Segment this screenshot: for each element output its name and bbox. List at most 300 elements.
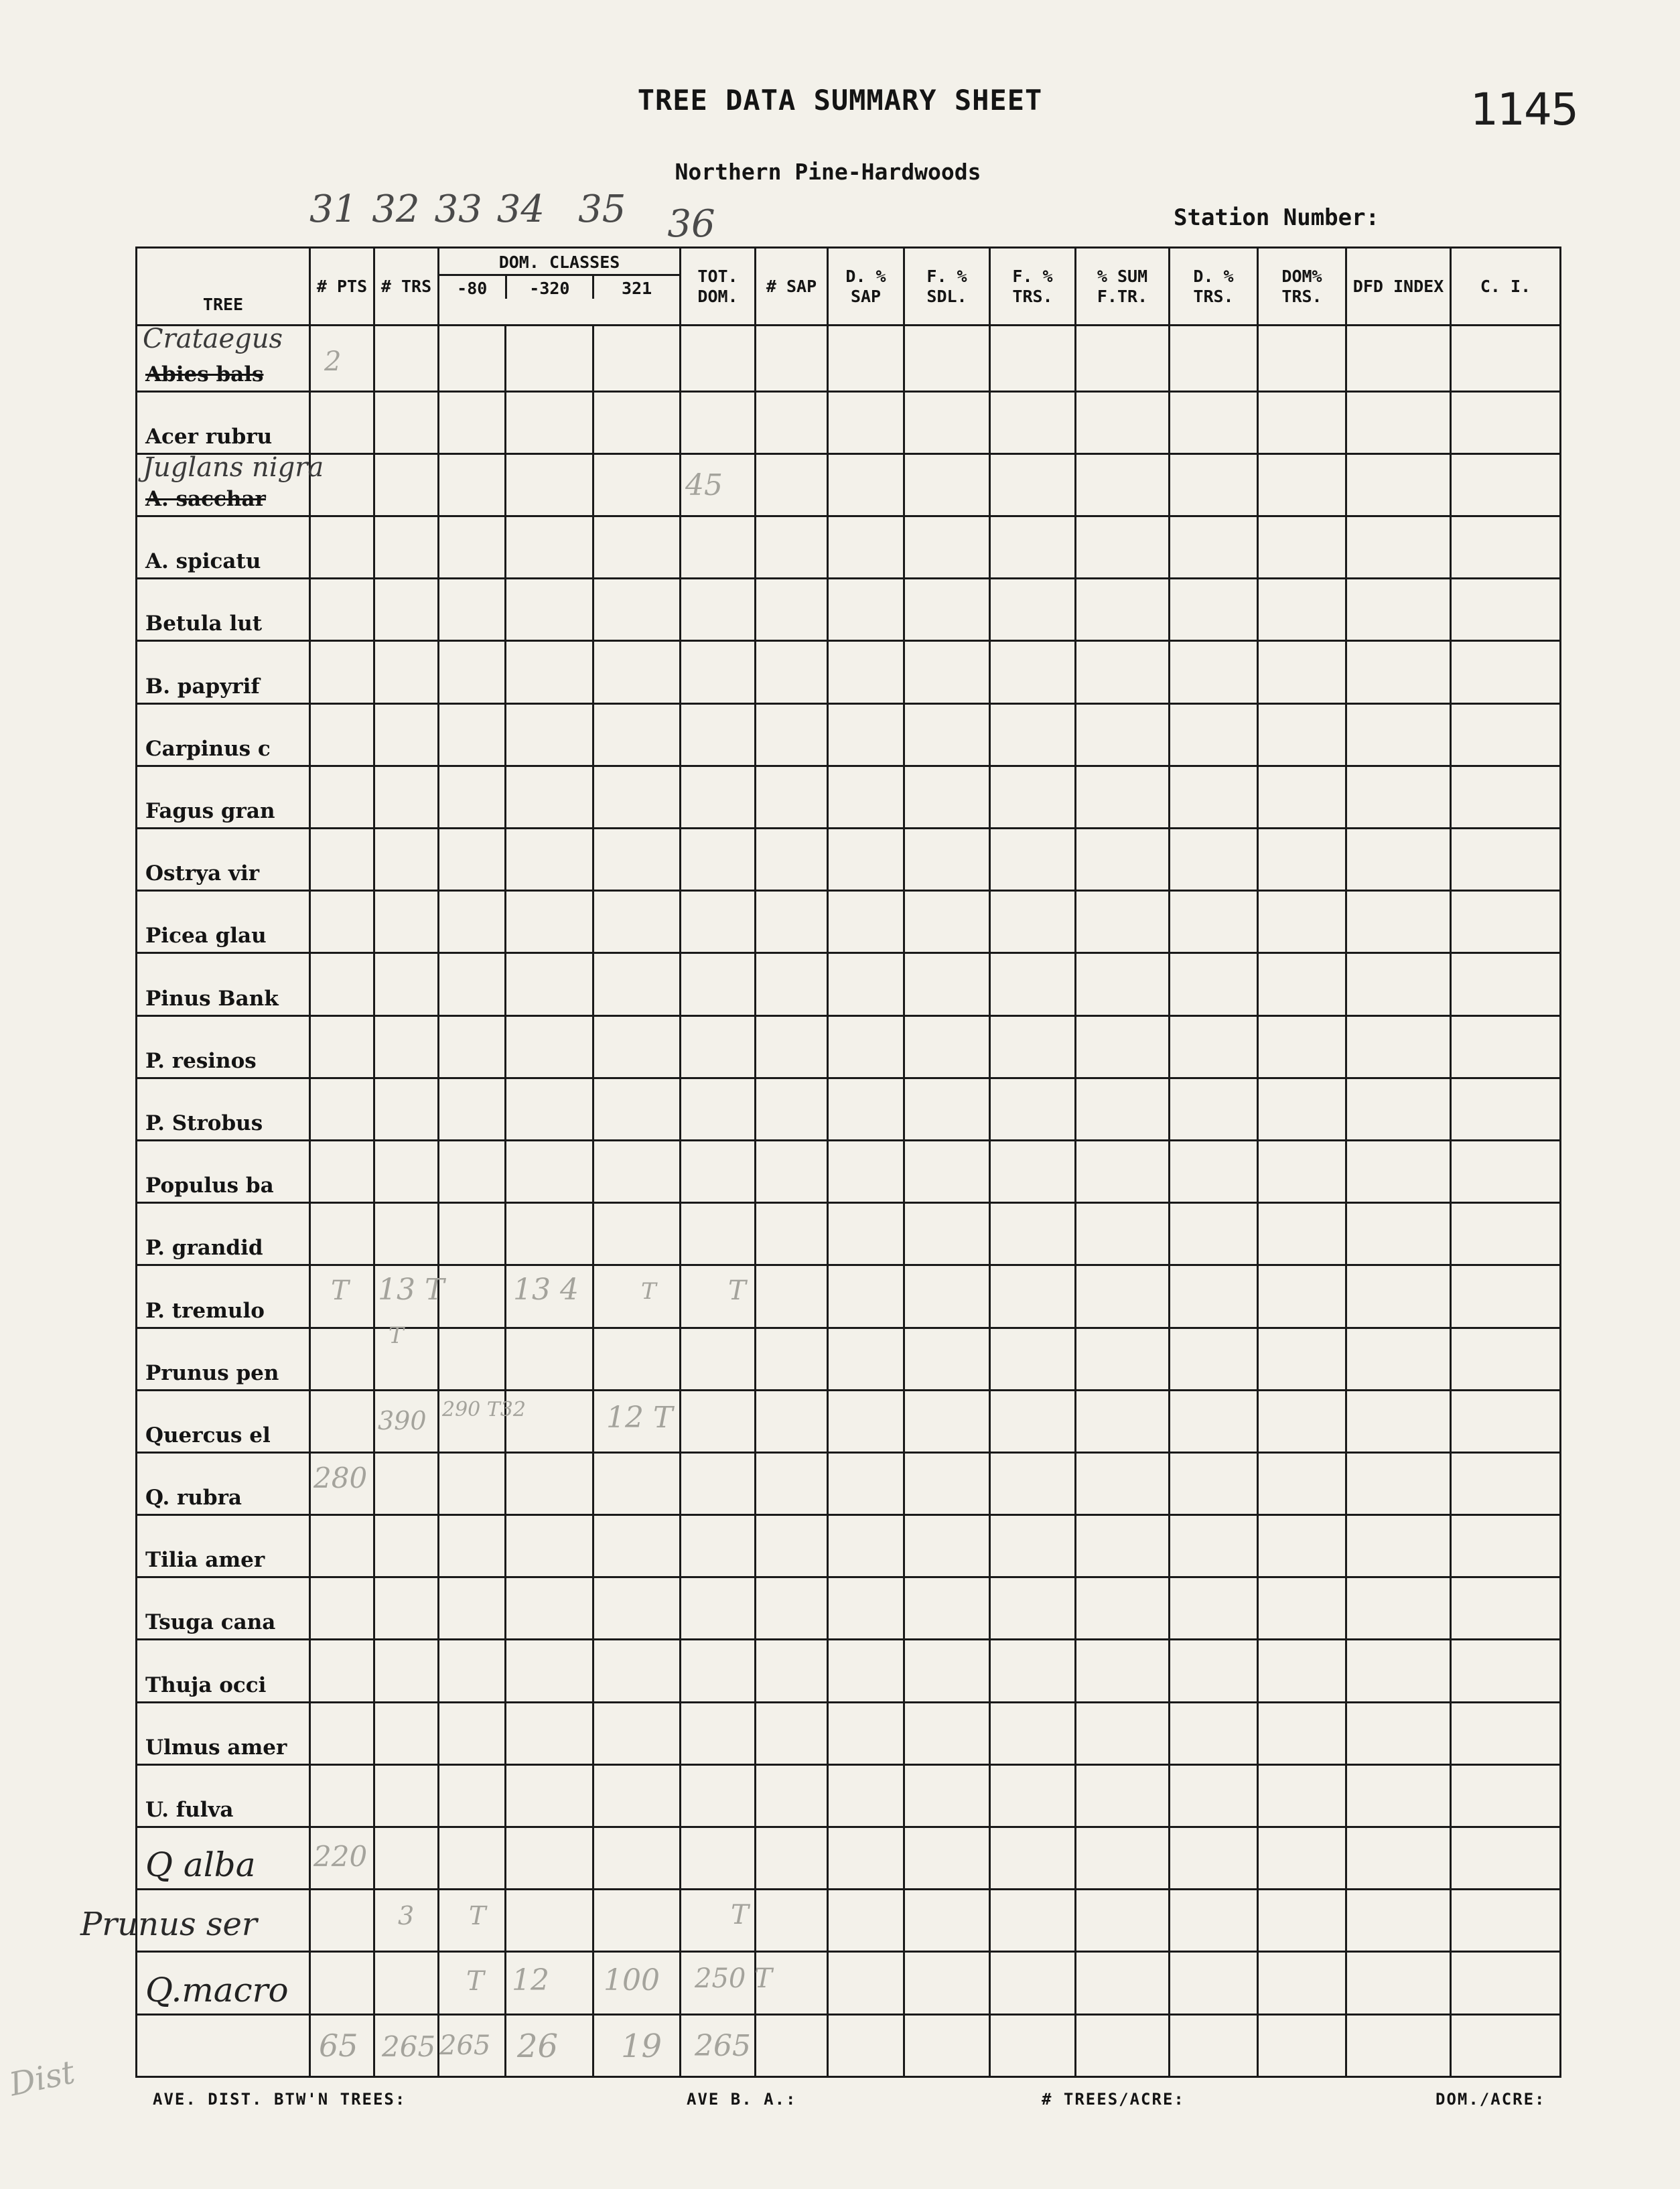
data-cell	[1258, 641, 1346, 703]
data-cell	[828, 579, 904, 641]
data-cell	[374, 953, 439, 1015]
data-cell	[990, 1764, 1076, 1827]
data-cell	[374, 326, 439, 391]
data-cell	[593, 953, 681, 1015]
data-cell	[439, 1203, 506, 1265]
data-cell	[756, 1515, 828, 1577]
data-cell	[904, 326, 990, 391]
table-row	[137, 453, 1561, 516]
data-cell	[310, 1078, 374, 1140]
data-cell	[904, 1328, 990, 1390]
data-cell	[593, 2014, 681, 2076]
printed-species: Betula lut	[145, 612, 263, 636]
data-cell	[310, 1764, 374, 1827]
table-row	[137, 391, 1561, 453]
data-cell	[756, 1452, 828, 1514]
station-num: 35	[578, 188, 626, 231]
pencil-mark: 220	[313, 1840, 368, 1874]
data-cell	[904, 1515, 990, 1577]
data-cell	[593, 1452, 681, 1514]
data-cell	[1170, 1952, 1258, 2014]
data-cell	[593, 829, 681, 891]
data-cell	[593, 703, 681, 766]
data-cell	[1258, 1827, 1346, 1890]
data-cell	[904, 579, 990, 641]
data-cell	[756, 516, 828, 579]
data-cell	[990, 891, 1076, 953]
data-cell	[506, 703, 593, 766]
data-cell	[1346, 1015, 1451, 1078]
station-num: 34	[496, 188, 545, 231]
dom-classes-label: DOM. CLASSES	[439, 249, 679, 276]
data-cell	[904, 1390, 990, 1452]
data-cell	[990, 516, 1076, 579]
table-row	[137, 516, 1561, 579]
data-cell	[681, 391, 756, 453]
data-cell	[904, 829, 990, 891]
data-cell	[310, 1952, 374, 2014]
data-cell	[828, 1515, 904, 1577]
data-cell	[904, 1203, 990, 1265]
data-cell	[1258, 1952, 1346, 2014]
data-cell	[1346, 326, 1451, 391]
data-cell	[310, 891, 374, 953]
data-cell	[1076, 2014, 1170, 2076]
data-cell	[1346, 1640, 1451, 1702]
printed-species: Q. rubra	[145, 1486, 242, 1510]
data-cell	[506, 891, 593, 953]
table-row	[137, 1203, 1561, 1265]
row-label-cell	[137, 1640, 310, 1702]
data-cell	[1076, 829, 1170, 891]
data-cell	[374, 1265, 445, 1328]
data-cell	[1451, 579, 1561, 641]
data-cell	[1170, 1328, 1258, 1390]
data-cell	[756, 326, 828, 391]
row-label-cell	[137, 1328, 310, 1390]
data-cell	[681, 891, 756, 953]
station-number-label: Station Number:	[1174, 204, 1380, 231]
row-label-cell	[137, 891, 310, 953]
data-cell	[1170, 891, 1258, 953]
table-row	[137, 891, 1561, 953]
data-cell	[439, 1015, 506, 1078]
data-cell	[1258, 1577, 1346, 1640]
row-label-cell	[137, 1140, 310, 1202]
data-cell	[1451, 391, 1561, 453]
data-cell	[1451, 326, 1561, 391]
row-label-cell	[137, 766, 310, 828]
data-cell	[506, 953, 593, 1015]
data-cell	[1451, 703, 1561, 766]
data-cell	[756, 1702, 828, 1764]
data-cell	[1451, 1577, 1561, 1640]
data-cell	[904, 1640, 990, 1702]
col-sum-ftr: % SUM F.TR.	[1076, 248, 1170, 326]
data-cell	[828, 326, 904, 391]
data-cell	[990, 1890, 1076, 1952]
data-cell	[904, 766, 990, 828]
printed-species: P. Strobus	[145, 1111, 263, 1135]
data-cell	[828, 1890, 904, 1952]
data-cell	[756, 1265, 828, 1328]
data-cell	[1258, 1140, 1346, 1202]
data-cell	[1170, 703, 1258, 766]
data-cell	[310, 1890, 374, 1952]
data-cell	[439, 1452, 506, 1514]
data-cell	[374, 1640, 439, 1702]
data-cell	[681, 1952, 772, 2014]
data-cell	[593, 891, 681, 953]
data-cell	[681, 641, 756, 703]
data-cell	[1170, 1265, 1258, 1328]
row-label-cell	[137, 829, 310, 891]
col-tree: TREE	[137, 248, 310, 326]
data-cell	[756, 1015, 828, 1078]
data-cell	[1451, 953, 1561, 1015]
printed-species: P. resinos	[145, 1048, 257, 1073]
data-cell	[506, 516, 593, 579]
data-cell	[593, 641, 681, 703]
data-cell	[1258, 453, 1346, 516]
data-cell	[310, 1640, 374, 1702]
data-cell	[1076, 1577, 1170, 1640]
data-cell	[1451, 1890, 1561, 1952]
data-cell	[828, 1078, 904, 1140]
data-cell	[1076, 516, 1170, 579]
data-cell	[1170, 2014, 1258, 2076]
station-num: 31	[309, 188, 358, 231]
printed-species: U. fulva	[145, 1798, 234, 1823]
data-cell	[1258, 891, 1346, 953]
col-tot-dom: TOT. DOM.	[681, 248, 756, 326]
data-cell	[506, 766, 593, 828]
data-cell	[439, 326, 506, 391]
data-cell	[374, 1078, 439, 1140]
data-cell	[439, 891, 506, 953]
data-cell	[506, 2014, 593, 2076]
data-cell	[990, 1015, 1076, 1078]
printed-species: Ulmus amer	[145, 1735, 287, 1760]
data-cell	[1170, 579, 1258, 641]
data-cell	[756, 703, 828, 766]
data-cell	[1076, 1890, 1170, 1952]
table-row	[137, 1890, 1561, 1952]
row-label-cell	[137, 516, 310, 579]
data-cell	[1346, 2014, 1451, 2076]
data-cell	[681, 1577, 756, 1640]
data-cell	[374, 766, 439, 828]
data-cell	[439, 1328, 506, 1390]
data-cell	[828, 1265, 904, 1328]
data-cell	[1346, 1265, 1451, 1328]
data-cell	[310, 1203, 374, 1265]
data-cell	[1346, 1827, 1451, 1890]
data-cell	[310, 703, 374, 766]
data-cell	[374, 641, 439, 703]
data-cell	[593, 1078, 681, 1140]
data-cell	[1076, 1328, 1170, 1390]
data-cell	[1346, 579, 1451, 641]
data-cell	[681, 1078, 756, 1140]
data-cell	[310, 2014, 374, 2076]
data-cell	[1170, 1764, 1258, 1827]
data-cell	[990, 1390, 1076, 1452]
data-cell	[1346, 641, 1451, 703]
data-cell	[756, 641, 828, 703]
data-cell	[990, 453, 1076, 516]
data-cell	[1346, 453, 1451, 516]
data-cell	[310, 326, 374, 391]
pencil-mark: 26	[517, 2027, 559, 2065]
table-row	[137, 1015, 1561, 1078]
row-label-cell	[137, 1515, 310, 1577]
data-cell	[1451, 2014, 1561, 2076]
data-cell	[1076, 766, 1170, 828]
data-cell	[1170, 1015, 1258, 1078]
data-cell	[1346, 1390, 1451, 1452]
data-cell	[506, 1827, 593, 1890]
data-cell	[828, 516, 904, 579]
table-row	[137, 1952, 1561, 2014]
data-cell	[1076, 1640, 1170, 1702]
table-row	[137, 2014, 1561, 2076]
data-cell	[681, 1265, 756, 1328]
col-dfd-index: DFD INDEX	[1346, 248, 1451, 326]
data-cell	[990, 1265, 1076, 1328]
data-cell	[310, 1577, 374, 1640]
printed-species: Tilia amer	[145, 1548, 265, 1573]
data-cell	[681, 1452, 756, 1514]
data-cell	[374, 1827, 439, 1890]
data-cell	[1451, 453, 1561, 516]
data-cell	[593, 1390, 681, 1452]
col-sap: # SAP	[756, 248, 828, 326]
data-cell	[374, 1452, 439, 1514]
footer-trees-acre: # TREES/ACRE:	[1042, 2090, 1185, 2109]
data-cell	[1451, 1952, 1561, 2014]
table-row	[137, 1452, 1561, 1514]
pencil-mark: 45	[685, 468, 723, 502]
data-cell	[439, 1702, 506, 1764]
data-cell	[1258, 1265, 1346, 1328]
data-cell	[374, 829, 439, 891]
data-cell	[904, 516, 990, 579]
data-cell	[506, 1328, 593, 1390]
station-num: 33	[434, 188, 482, 231]
data-cell	[681, 1015, 756, 1078]
data-cell	[506, 1577, 593, 1640]
printed-species: Carpinus c	[145, 736, 271, 761]
data-cell	[828, 1328, 904, 1390]
data-cell	[1076, 453, 1170, 516]
data-cell	[439, 391, 506, 453]
data-cell	[1258, 326, 1346, 391]
data-cell	[310, 641, 374, 703]
data-cell	[1451, 1827, 1561, 1890]
data-cell	[506, 1452, 593, 1514]
row-label-cell	[137, 703, 310, 766]
row-label-cell	[137, 1577, 310, 1640]
data-cell	[439, 453, 506, 516]
pencil-mark: 265	[695, 2028, 751, 2063]
pencil-mark: T	[641, 1278, 656, 1305]
data-cell	[828, 1577, 904, 1640]
data-cell	[1170, 1827, 1258, 1890]
data-cell	[756, 1577, 828, 1640]
data-cell	[310, 1265, 374, 1328]
data-cell	[681, 1827, 756, 1890]
data-cell	[904, 1702, 990, 1764]
data-cell	[1076, 1702, 1170, 1764]
data-cell	[374, 1702, 439, 1764]
data-cell	[681, 703, 756, 766]
data-cell	[1170, 326, 1258, 391]
pencil-mark: T	[728, 1275, 746, 1307]
row-label-cell	[137, 1015, 310, 1078]
data-cell	[1076, 1452, 1170, 1514]
data-cell	[990, 1140, 1076, 1202]
pencil-mark: T	[469, 1901, 486, 1931]
data-cell	[1451, 1702, 1561, 1764]
data-cell	[990, 641, 1076, 703]
col-d-sap: D. % SAP	[828, 248, 904, 326]
data-cell	[1258, 1328, 1346, 1390]
data-cell	[1076, 1140, 1170, 1202]
data-cell	[681, 1890, 756, 1952]
printed-species: Picea glau	[145, 924, 267, 948]
data-cell	[1076, 1078, 1170, 1140]
data-cell	[593, 1328, 681, 1390]
data-cell	[681, 953, 756, 1015]
data-cell	[1076, 1265, 1170, 1328]
data-cell	[506, 1515, 593, 1577]
data-cell	[593, 1827, 681, 1890]
data-cell	[1170, 453, 1258, 516]
data-cell	[904, 1452, 990, 1514]
data-cell	[506, 453, 593, 516]
data-cell	[904, 1827, 990, 1890]
data-cell	[1258, 1078, 1346, 1140]
data-cell	[681, 1203, 756, 1265]
table-row	[137, 703, 1561, 766]
data-cell	[990, 1078, 1076, 1140]
data-cell	[593, 1140, 681, 1202]
data-cell	[374, 703, 439, 766]
data-cell	[593, 1577, 681, 1640]
data-cell	[1346, 1890, 1451, 1952]
data-cell	[1258, 2014, 1346, 2076]
data-cell	[1170, 829, 1258, 891]
data-cell	[1258, 1452, 1346, 1514]
data-cell	[756, 1078, 828, 1140]
data-cell	[1076, 703, 1170, 766]
data-cell	[756, 1640, 828, 1702]
data-cell	[756, 1764, 828, 1827]
data-cell	[756, 891, 828, 953]
data-cell	[374, 579, 439, 641]
table-row	[137, 1702, 1561, 1764]
data-cell	[828, 1140, 904, 1202]
data-cell	[1076, 1015, 1170, 1078]
data-cell	[506, 1265, 593, 1328]
pencil-mark: 19	[621, 2027, 662, 2065]
data-cell	[681, 1702, 756, 1764]
data-cell	[990, 829, 1076, 891]
data-cell	[904, 1140, 990, 1202]
table-row	[137, 579, 1561, 641]
data-cell	[681, 1140, 756, 1202]
data-cell	[828, 1952, 904, 2014]
handwritten-prunus-ser: Prunus ser	[80, 1906, 257, 1943]
data-cell	[1346, 1078, 1451, 1140]
table-row	[137, 953, 1561, 1015]
data-cell	[1076, 1952, 1170, 2014]
data-cell	[1076, 1203, 1170, 1265]
data-cell	[990, 1640, 1076, 1702]
data-cell	[310, 579, 374, 641]
data-cell	[990, 391, 1076, 453]
pencil-mark: 12	[512, 1963, 549, 1998]
data-cell	[439, 1640, 506, 1702]
data-cell	[1346, 891, 1451, 953]
col-dom-80: -80	[439, 276, 507, 299]
data-cell	[681, 2014, 756, 2076]
data-cell	[828, 1640, 904, 1702]
row-label-cell	[137, 1952, 310, 2014]
data-cell	[439, 703, 506, 766]
col-d-trs: D. % TRS.	[1170, 248, 1258, 326]
data-cell	[756, 766, 828, 828]
handwritten-station-numbers	[309, 188, 730, 246]
data-cell	[1076, 1827, 1170, 1890]
data-cell	[828, 891, 904, 953]
data-cell	[756, 453, 828, 516]
data-cell	[1451, 1764, 1561, 1827]
data-cell	[1170, 1390, 1258, 1452]
table-row	[137, 1328, 1561, 1390]
pencil-mark: 265	[439, 2030, 491, 2061]
table-row	[137, 1390, 1561, 1452]
data-cell	[1258, 953, 1346, 1015]
data-cell	[904, 1890, 990, 1952]
data-cell	[1076, 953, 1170, 1015]
data-cell	[374, 453, 439, 516]
data-cell	[756, 1952, 828, 2014]
data-cell	[439, 1577, 506, 1640]
data-cell	[374, 1390, 439, 1452]
data-cell	[1076, 641, 1170, 703]
printed-species: Populus ba	[145, 1174, 274, 1198]
data-cell	[374, 1764, 439, 1827]
data-cell	[1170, 1203, 1258, 1265]
col-dom-classes	[439, 248, 681, 326]
data-cell	[1451, 1015, 1561, 1078]
data-cell	[439, 1764, 506, 1827]
data-cell	[904, 2014, 990, 2076]
data-cell	[593, 1203, 681, 1265]
data-cell	[681, 1390, 756, 1452]
data-cell	[1451, 766, 1561, 828]
printed-species: Abies bals	[145, 362, 264, 386]
data-cell	[1258, 1890, 1346, 1952]
pencil-mark: 265	[382, 2030, 436, 2063]
data-cell	[756, 579, 828, 641]
data-cell	[593, 579, 681, 641]
data-cell	[310, 516, 374, 579]
data-cell	[1170, 1577, 1258, 1640]
data-cell	[310, 829, 374, 891]
